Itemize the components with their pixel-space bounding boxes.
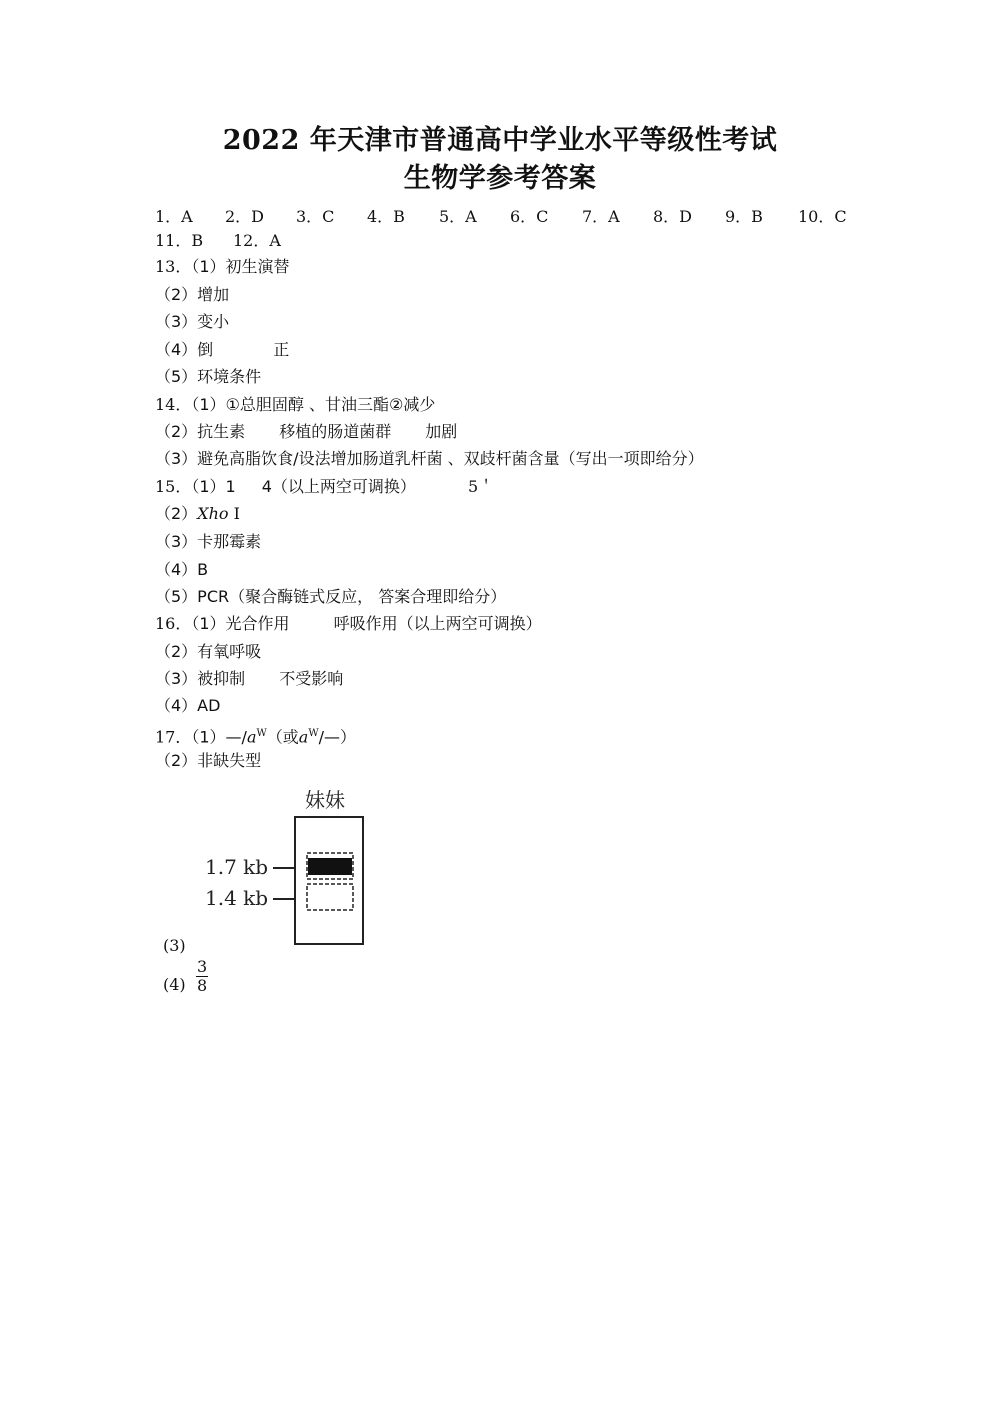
- mc-answer: 5．A: [439, 207, 477, 226]
- gel-label-lower: 1.4 kb: [205, 886, 269, 910]
- mc-answer: 4．B: [367, 207, 405, 226]
- q15-part2-enzyme: Xho: [197, 504, 229, 523]
- q13-number: 13．: [155, 257, 192, 276]
- q17-allele-sup-2: W: [308, 728, 319, 739]
- mc-answer: 12．A: [233, 231, 281, 250]
- mc-answer: 9．B: [725, 207, 763, 226]
- q14-line2: [155, 422, 457, 442]
- q15-part5: （5）PCR（聚合酶链式反应， 答案合理即给分）: [155, 587, 507, 606]
- q15-part1c: 5＇: [467, 477, 495, 496]
- fraction-numerator: 3: [197, 957, 208, 976]
- mc-answer: 11．B: [155, 231, 204, 250]
- mc-answer: 10．C: [798, 207, 847, 226]
- gel-figure: [195, 780, 375, 950]
- gel-diagram: [195, 780, 375, 950]
- q16-number: 16．: [155, 614, 192, 633]
- q15-part3: （3）卡那霉素: [155, 532, 262, 551]
- q16-part4: （4）AD: [155, 696, 221, 715]
- gel-band-lower: [307, 884, 353, 910]
- page-title-line1: 2022 年天津市普通高中学业水平等级性考试: [222, 125, 778, 156]
- q17-part4: (4): [163, 975, 186, 994]
- mc-answer: 2．D: [225, 207, 265, 226]
- q15-line1: [155, 477, 494, 497]
- gel-band-upper: [308, 858, 352, 875]
- mc-answer: 7．A: [582, 207, 620, 226]
- q17-number: 17．: [155, 727, 192, 747]
- gel-lane-label: 妹妹: [305, 788, 345, 812]
- q13-part4a: （4）倒: [155, 340, 214, 359]
- q13-part5: （5）环境条件: [155, 367, 262, 386]
- q17-allele-2: a: [298, 727, 309, 747]
- q16-part3a: （3）被抑制: [155, 669, 246, 688]
- q15-part1b: 4（以上两空可调换）: [261, 477, 416, 496]
- page-title-line2: 生物学参考答案: [403, 163, 597, 194]
- gel-label-upper: 1.7 kb: [205, 855, 269, 879]
- q17-part1-prefix: （1）—/: [191, 727, 247, 747]
- mc-answer: 3．C: [296, 207, 335, 226]
- q15-part4: （4）B: [155, 560, 209, 579]
- q14-part3: （3）避免高脂饮食/设法增加肠道乳杆菌 、双歧杆菌含量（写出一项即给分）: [155, 449, 704, 468]
- q15-part2-suffix: Ⅰ: [228, 504, 240, 523]
- q13-part4b: 正: [273, 340, 290, 359]
- q15-part2-prefix: （2）: [155, 504, 198, 523]
- q17-part3: (3): [163, 936, 186, 955]
- q15-part1a: （1）1: [191, 477, 236, 496]
- q13-line4: [155, 340, 289, 360]
- q16-part3b: 不受影响: [279, 669, 344, 688]
- q16-part2: （2）有氧呼吸: [155, 642, 262, 661]
- q16-line1: [155, 614, 542, 634]
- q14-line1: [155, 395, 435, 415]
- q13-part1: （1）初生演替: [191, 257, 290, 276]
- q15-number: 15．: [155, 477, 192, 496]
- q15-line2: [155, 504, 240, 524]
- q13-part2: （2）增加: [155, 285, 230, 304]
- q17-part2: （2）非缺失型: [155, 751, 262, 770]
- q14-number: 14．: [155, 395, 192, 414]
- q17-allele: a: [246, 727, 257, 747]
- q14-part2b: 移植的肠道菌群: [279, 422, 392, 441]
- q17-fraction: [196, 958, 208, 995]
- q14-part2a: （2）抗生素: [155, 422, 246, 441]
- q17-part1-suffix: /—）: [318, 727, 357, 747]
- q13-line1: [155, 257, 290, 277]
- q16-line3: [155, 669, 343, 689]
- mc-answer: 8．D: [653, 207, 693, 226]
- gel-lane: [295, 817, 363, 944]
- mc-answer: 6．C: [510, 207, 549, 226]
- q17-allele-sup: W: [256, 728, 267, 739]
- q14-part2c: 加剧: [425, 422, 458, 441]
- q17-line1: [155, 724, 356, 747]
- q14-part1: （1）①总胆固醇 、甘油三酯②减少: [191, 395, 436, 414]
- mc-answer: 1．A: [155, 207, 193, 226]
- q13-part3: （3）变小: [155, 312, 230, 331]
- q16-part1b: 呼吸作用（以上两空可调换）: [333, 614, 542, 633]
- q16-part1a: （1）光合作用: [191, 614, 290, 633]
- q17-part1-mid: （或: [266, 727, 299, 747]
- fraction-denominator: 8: [197, 976, 208, 995]
